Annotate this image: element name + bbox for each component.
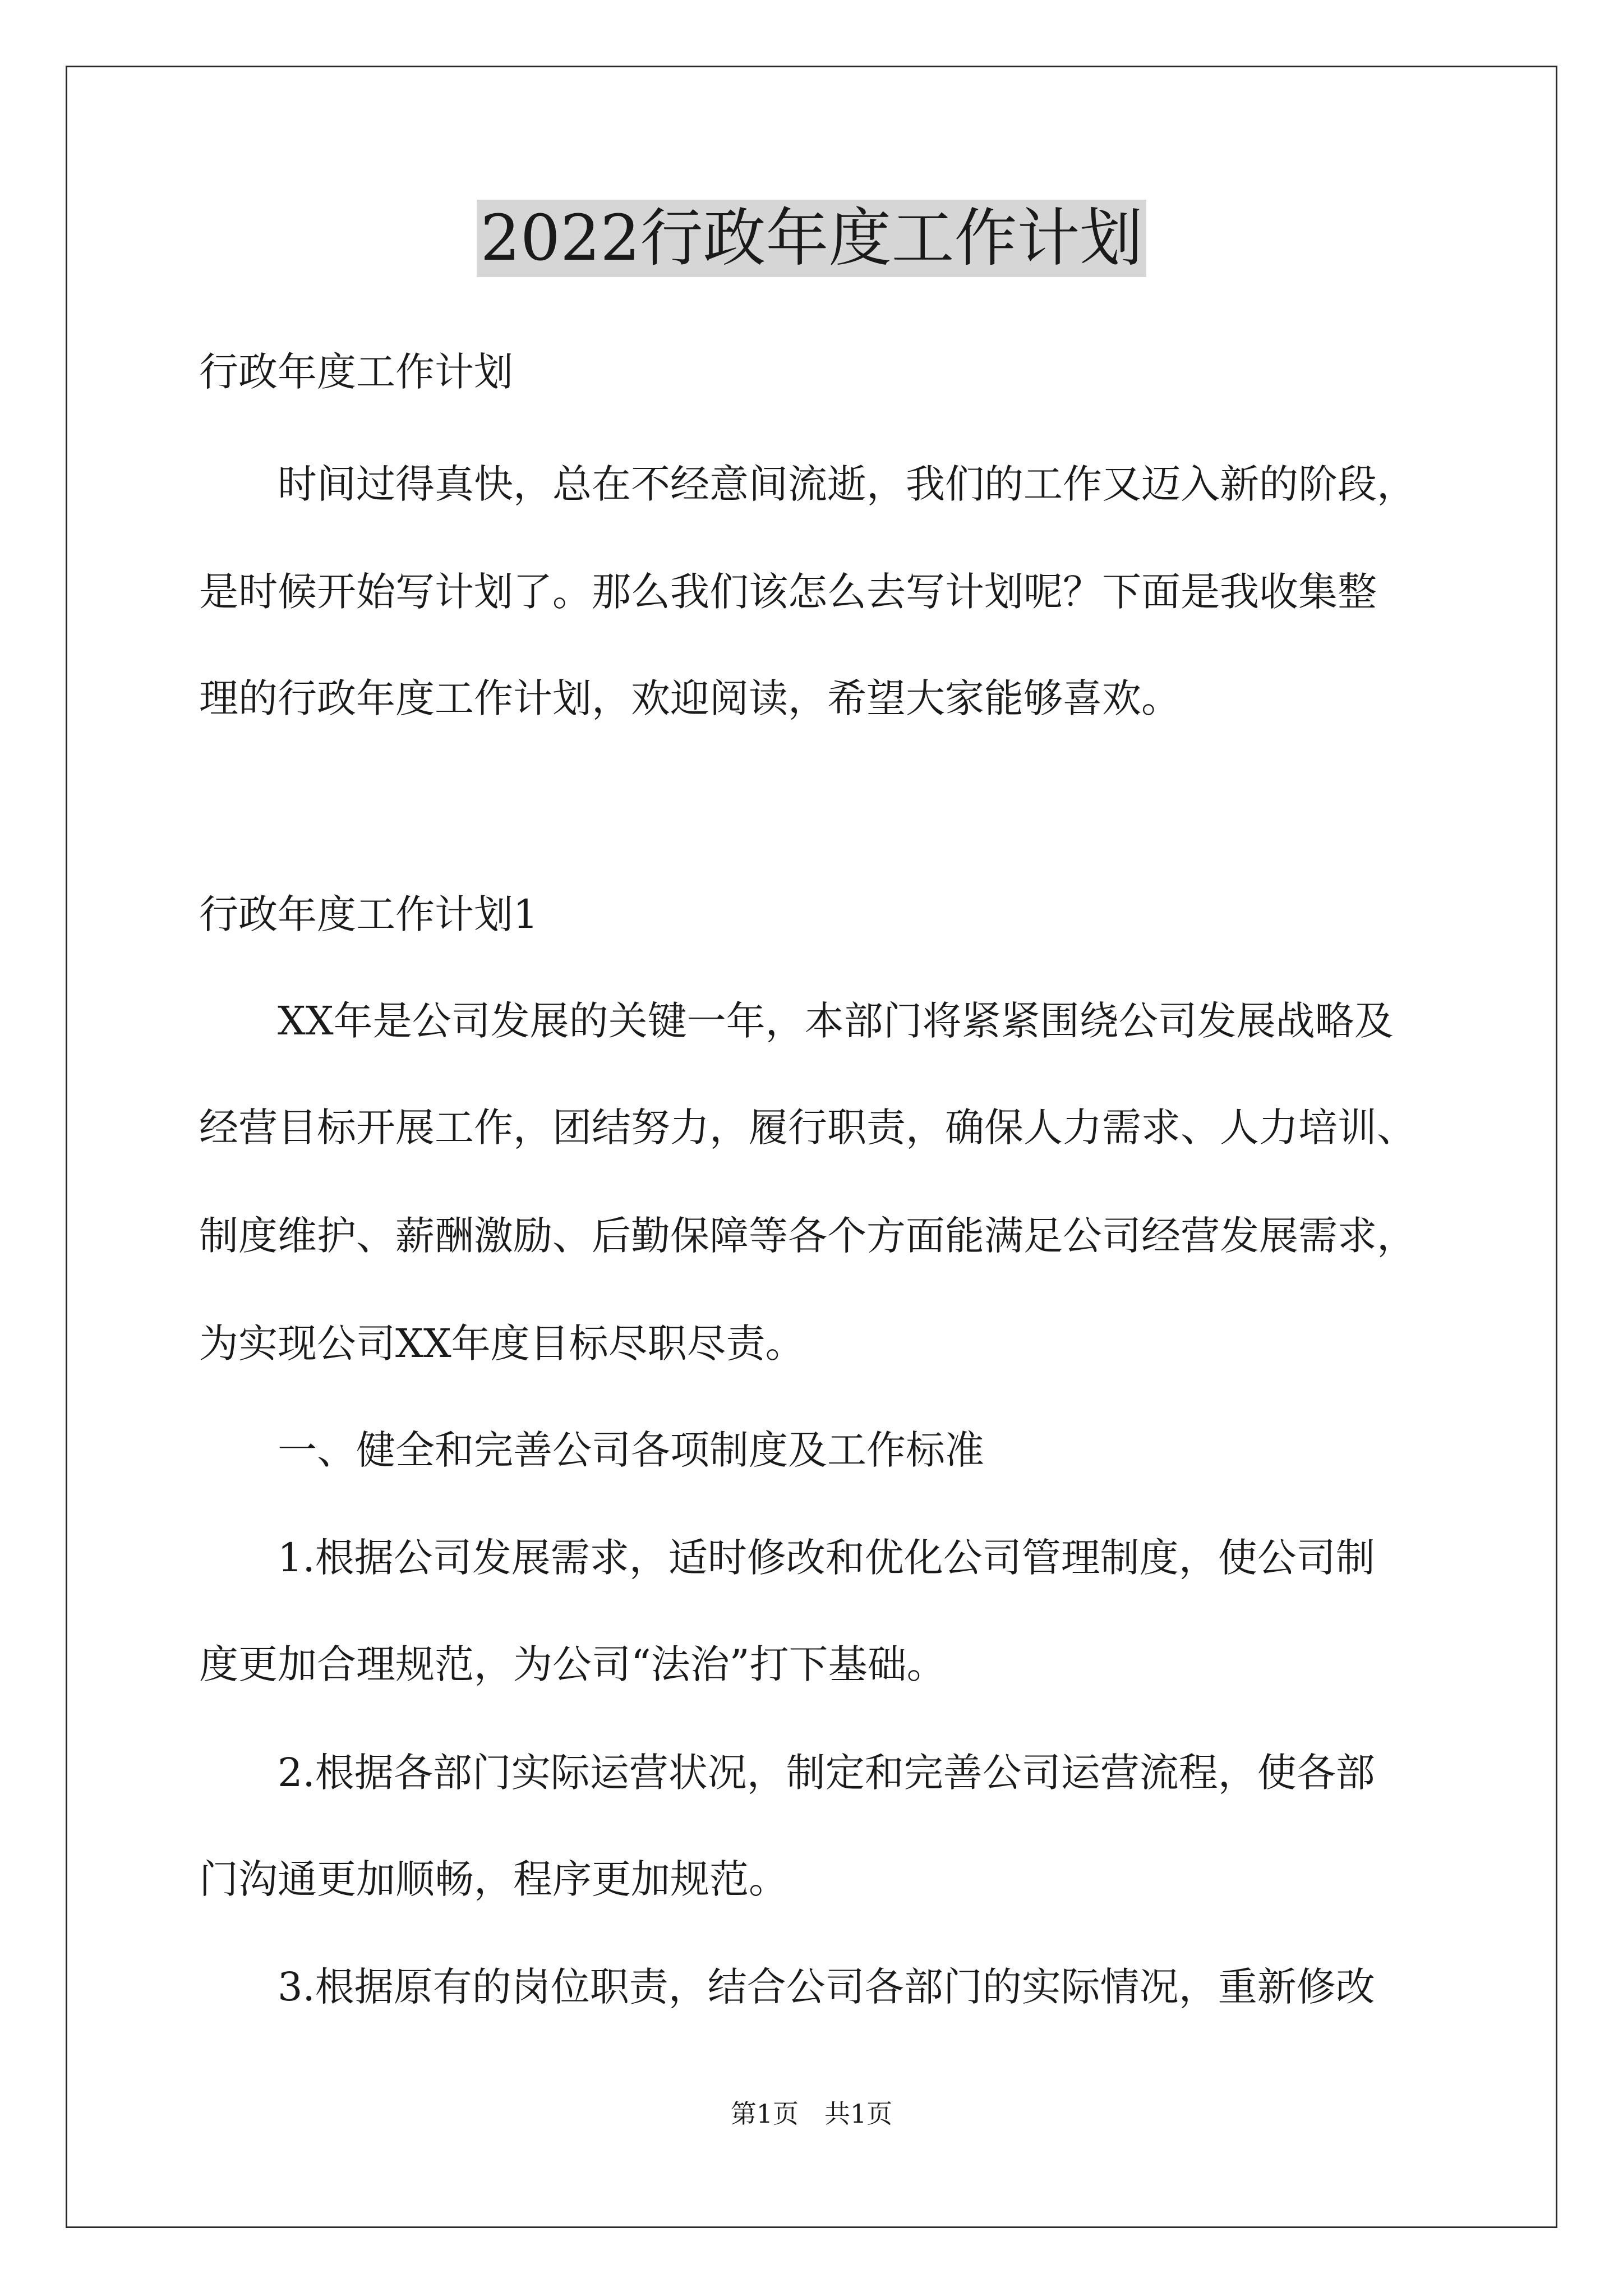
paragraph-line: 1.根据公司发展需求，适时修改和优化公司管理制度，使公司制 xyxy=(278,1535,1375,1581)
paragraph-line: 为实现公司XX年度目标尽职尽责。 xyxy=(199,1320,805,1366)
paragraph-line: 3.根据原有的岗位职责，结合公司各部门的实际情况，重新修改 xyxy=(278,1964,1375,2010)
paragraph-line: 门沟通更加顺畅，程序更加规范。 xyxy=(199,1856,788,1902)
paragraph-line: 是时候开始写计划了。那么我们该怎么去写计划呢？下面是我收集整 xyxy=(199,569,1377,615)
paragraph-line: 度更加合理规范，为公司“法治”打下基础。 xyxy=(199,1641,946,1687)
page-footer: 第1页 共1页 xyxy=(730,2099,893,2129)
paragraph-line: 经营目标开展工作，团结努力，履行职责，确保人力需求、人力培训、 xyxy=(199,1105,1416,1151)
section-heading: 行政年度工作计划1 xyxy=(199,891,538,937)
paragraph-line: 时间过得真快，总在不经意间流逝，我们的工作又迈入新的阶段， xyxy=(278,461,1416,507)
document-title-text: 2022行政年度工作计划 xyxy=(477,200,1146,277)
paragraph-line: 理的行政年度工作计划，欢迎阅读，希望大家能够喜欢。 xyxy=(199,675,1181,721)
paragraph-line: 制度维护、薪酬激励、后勤保障等各个方面能满足公司经营发展需求， xyxy=(199,1213,1416,1259)
section-heading: 行政年度工作计划 xyxy=(199,349,513,395)
document-title xyxy=(0,196,1623,280)
subsection-heading: 一、健全和完善公司各项制度及工作标准 xyxy=(278,1427,984,1473)
paragraph-line: XX年是公司发展的关键一年，本部门将紧紧围绕公司发展战略及 xyxy=(278,998,1394,1044)
paragraph-line: 2.根据各部门实际运营状况，制定和完善公司运营流程，使各部 xyxy=(278,1750,1375,1796)
